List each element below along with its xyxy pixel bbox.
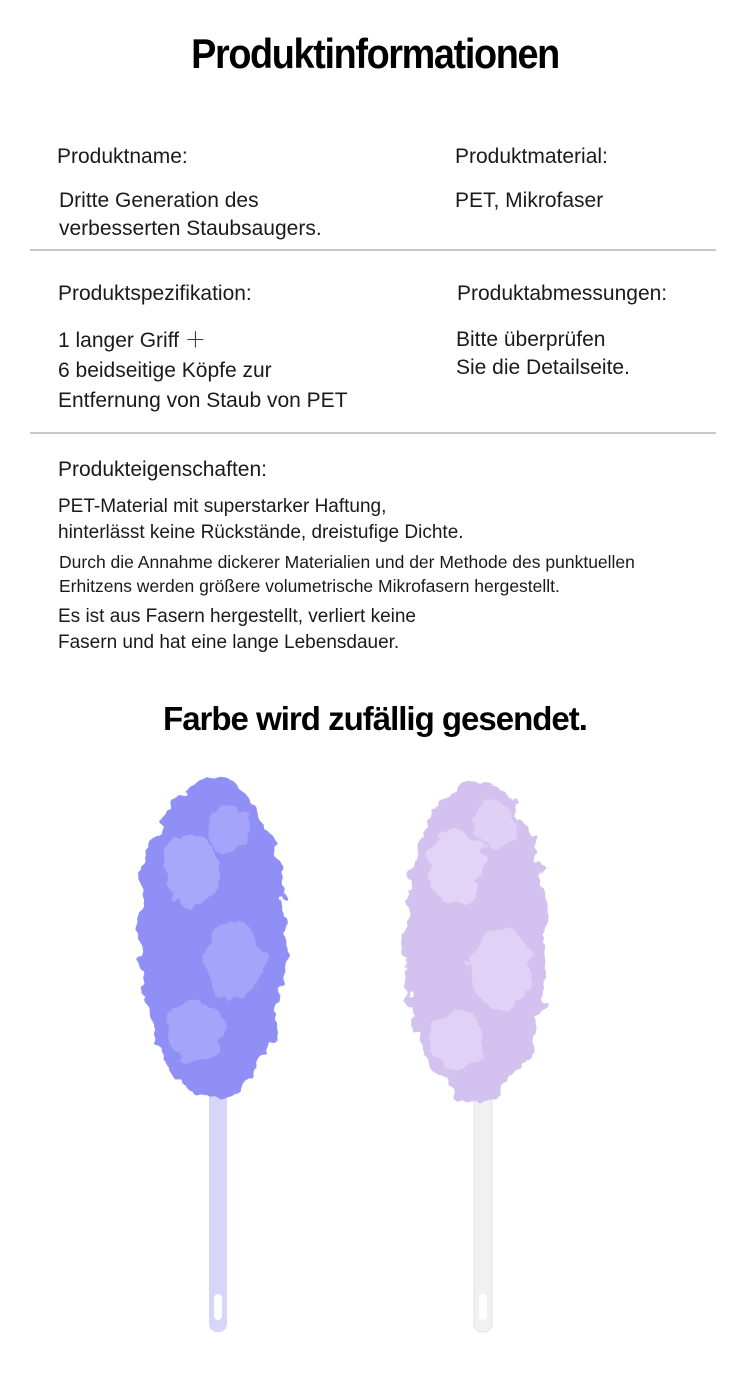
- feature-line-5: Es ist aus Fasern hergestellt, verliert keine: [58, 606, 416, 627]
- handle-left: [209, 1070, 227, 1332]
- product-features-label: Produkteigenschaften:: [58, 458, 267, 481]
- feature-line-6: Fasern und hat eine lange Lebensdauer.: [58, 632, 400, 653]
- duster-blue: [139, 778, 287, 1332]
- feature-line-2: hinterlässt keine Rückstände, dreistufige Dichte.: [58, 522, 464, 543]
- product-material-label: Produktmaterial:: [455, 145, 608, 168]
- product-spec-line-3: Entfernung von Staub von PET: [58, 389, 348, 412]
- feature-line-3: Durch die Annahme dickerer Materialien und der Methode des punktuellen: [59, 552, 635, 572]
- product-dimensions-line-1: Bitte überprüfen: [456, 328, 606, 351]
- product-spec-line-1: 1 langer Griff ＋: [58, 329, 206, 352]
- product-spec-line-2: 6 beidseitige Köpfe zur: [58, 359, 272, 382]
- product-material-value: PET, Mikrofaser: [455, 189, 604, 212]
- fluff-left: [139, 778, 287, 1098]
- product-dimensions-label: Produktabmessungen:: [457, 282, 668, 305]
- handle-hole-left: [214, 1294, 222, 1320]
- feature-line-4: Erhitzens werden größere volumetrische Mikrofasern hergestellt.: [59, 576, 560, 596]
- product-spec-value: [58, 326, 348, 416]
- fluff-right: [404, 780, 548, 1100]
- handle-right: [474, 1070, 492, 1332]
- product-name-line-2: verbesserten Staubsaugers.: [59, 217, 322, 240]
- product-dimensions-line-2: Sie die Detailseite.: [456, 356, 630, 379]
- product-spec-label: Produktspezifikation:: [58, 282, 252, 305]
- divider-1: [30, 249, 716, 251]
- page-title: Produktinformationen: [191, 30, 559, 77]
- color-note-heading: Farbe wird zufällig gesendet.: [163, 700, 587, 737]
- divider-2: [30, 432, 716, 434]
- product-name-value: [59, 187, 322, 243]
- feature-line-1: PET-Material mit superstarker Haftung,: [58, 496, 387, 517]
- duster-lavender: [404, 780, 548, 1332]
- product-images: [0, 770, 750, 1370]
- product-dimensions-value: [456, 326, 630, 382]
- product-name-label: Produktname:: [57, 145, 188, 168]
- handle-hole-right: [479, 1294, 487, 1320]
- product-name-line-1: Dritte Generation des: [59, 189, 259, 212]
